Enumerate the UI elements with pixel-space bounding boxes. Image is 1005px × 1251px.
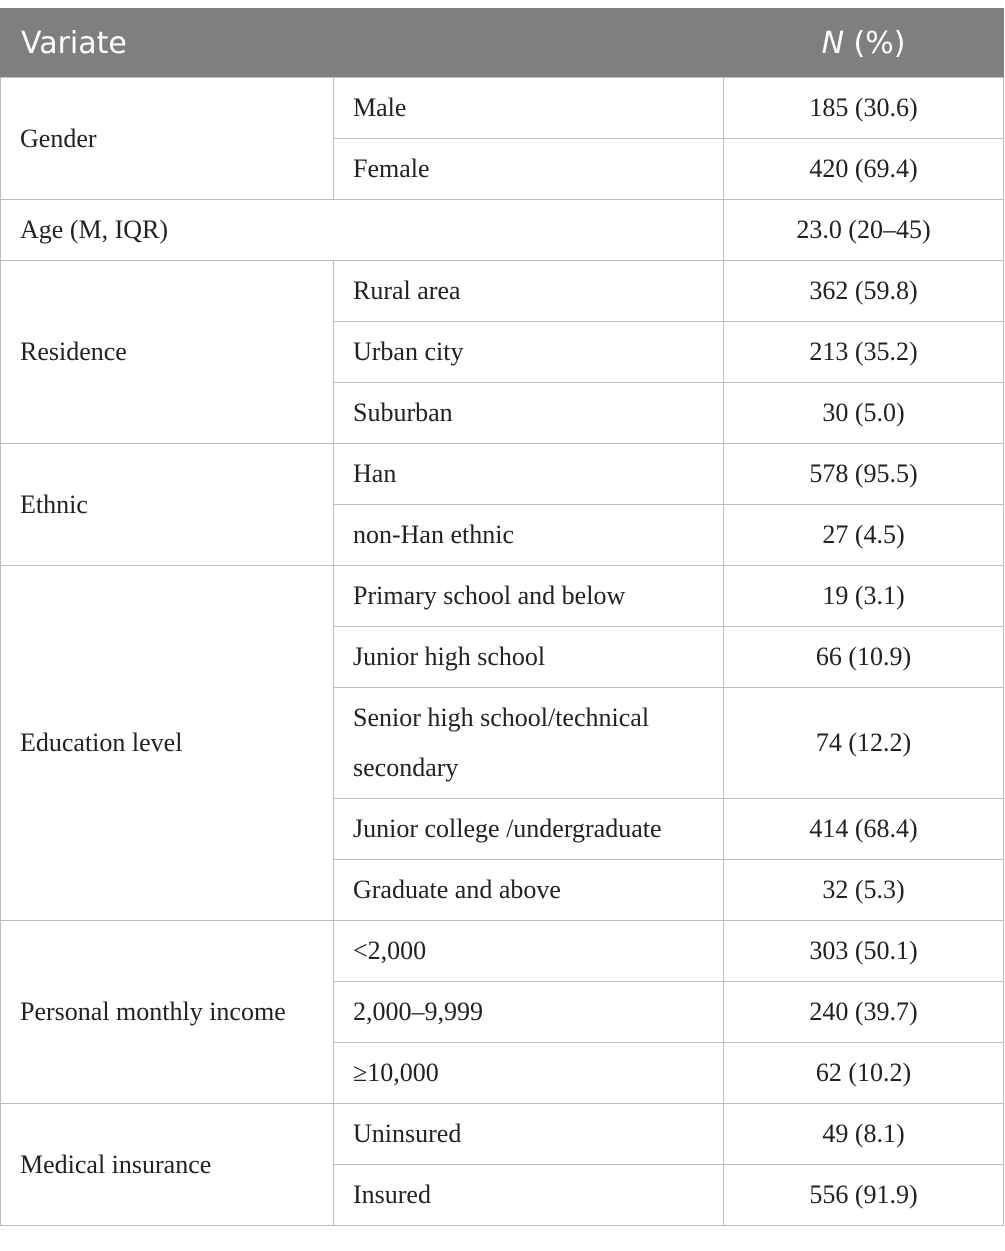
category-cell: Rural area <box>334 261 724 322</box>
category-cell: Female <box>334 139 724 200</box>
header-percent: (%) <box>844 25 906 61</box>
value-cell: 362 (59.8) <box>724 261 1004 322</box>
category-cell: Junior college /undergraduate <box>334 799 724 860</box>
category-cell: non-Han ethnic <box>334 505 724 566</box>
value-cell: 414 (68.4) <box>724 799 1004 860</box>
value-cell: 30 (5.0) <box>724 383 1004 444</box>
variable-cell: Personal monthly income <box>1 921 334 1104</box>
header-variate: Variate <box>1 9 724 78</box>
category-cell: Male <box>334 78 724 139</box>
variable-cell: Age (M, IQR) <box>1 200 724 261</box>
value-cell: 19 (3.1) <box>724 566 1004 627</box>
value-cell: 49 (8.1) <box>724 1104 1004 1165</box>
value-cell: 32 (5.3) <box>724 860 1004 921</box>
value-cell: 62 (10.2) <box>724 1043 1004 1104</box>
category-cell: Junior high school <box>334 627 724 688</box>
table-row <box>1 200 1004 261</box>
table-row <box>1 444 1004 505</box>
table-row <box>1 1104 1004 1165</box>
variable-cell: Residence <box>1 261 334 444</box>
variable-cell: Ethnic <box>1 444 334 566</box>
value-cell: 556 (91.9) <box>724 1165 1004 1226</box>
value-cell: 578 (95.5) <box>724 444 1004 505</box>
variable-cell: Medical insurance <box>1 1104 334 1226</box>
value-cell: 74 (12.2) <box>724 688 1004 799</box>
table-row <box>1 566 1004 627</box>
value-cell: 185 (30.6) <box>724 78 1004 139</box>
table-row <box>1 261 1004 322</box>
value-cell: 66 (10.9) <box>724 627 1004 688</box>
value-cell: 303 (50.1) <box>724 921 1004 982</box>
value-cell: 23.0 (20–45) <box>724 200 1004 261</box>
category-cell: Uninsured <box>334 1104 724 1165</box>
category-cell: Han <box>334 444 724 505</box>
demographics-table <box>0 8 1004 1226</box>
header-row <box>1 9 1004 78</box>
category-cell: ≥10,000 <box>334 1043 724 1104</box>
variable-cell: Education level <box>1 566 334 921</box>
category-cell: Suburban <box>334 383 724 444</box>
table-row <box>1 921 1004 982</box>
category-cell: Primary school and below <box>334 566 724 627</box>
variable-cell: Gender <box>1 78 334 200</box>
value-cell: 240 (39.7) <box>724 982 1004 1043</box>
header-n-percent <box>724 9 1004 78</box>
category-cell: <2,000 <box>334 921 724 982</box>
value-cell: 27 (4.5) <box>724 505 1004 566</box>
table-row <box>1 78 1004 139</box>
category-cell: Insured <box>334 1165 724 1226</box>
category-cell: Urban city <box>334 322 724 383</box>
value-cell: 213 (35.2) <box>724 322 1004 383</box>
category-cell: 2,000–9,999 <box>334 982 724 1043</box>
category-cell: Graduate and above <box>334 860 724 921</box>
category-cell: Senior high school/technical secondary <box>334 688 724 799</box>
header-n: N <box>821 25 845 61</box>
value-cell: 420 (69.4) <box>724 139 1004 200</box>
